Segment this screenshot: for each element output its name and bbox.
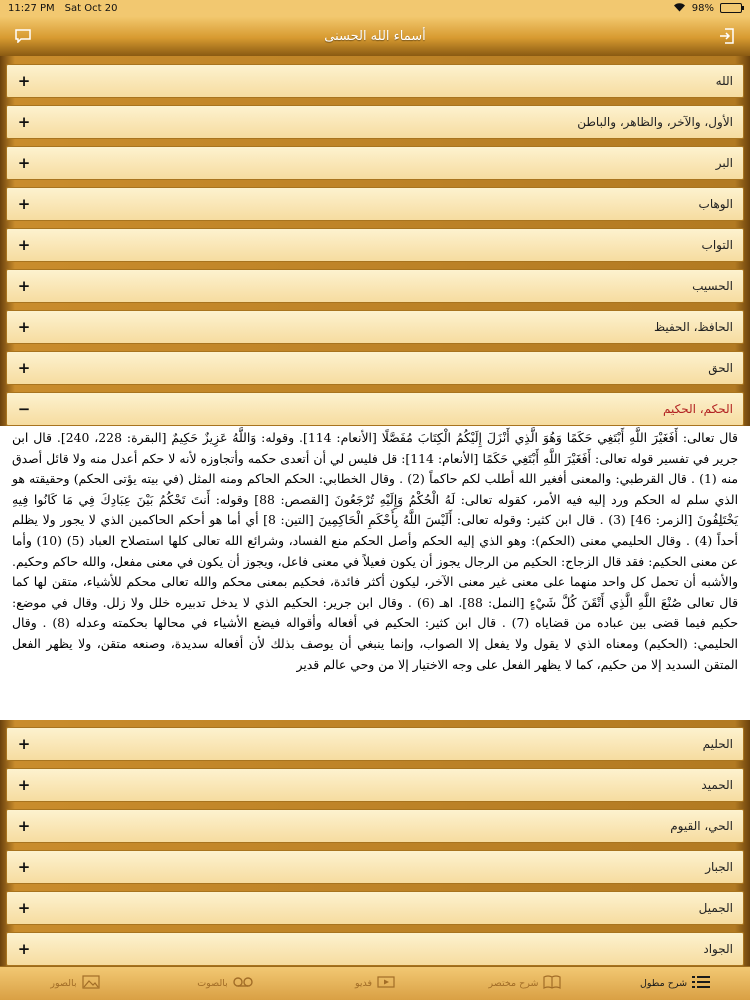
nav-bar [0,16,750,56]
list-item[interactable] [6,310,744,344]
image-icon [82,975,100,992]
tab-audio[interactable] [150,967,300,1000]
video-icon [377,975,395,992]
list-item-label: الجميل [698,901,733,915]
expand-icon[interactable]: + [17,113,31,131]
expand-icon[interactable]: + [17,899,31,917]
list-item-label: الحميد [701,778,733,792]
list-item-label: الحليم [702,737,733,751]
list-item[interactable] [6,105,744,139]
list-item[interactable] [6,809,744,843]
tab-label: شرح مختصر [488,978,539,989]
list-item-label: الحق [708,361,733,375]
list-item-label: الأول، والآخر، والظاهر، والباطن [577,115,733,129]
expand-icon[interactable]: + [17,318,31,336]
expand-icon[interactable]: + [17,277,31,295]
expand-icon[interactable]: + [17,236,31,254]
status-time: 11:27 PM [8,2,55,14]
share-icon[interactable] [716,26,738,46]
list-item-open[interactable] [6,392,744,426]
list-item-label: الحافظ، الحفيظ [653,320,733,334]
expand-icon[interactable]: + [17,154,31,172]
list-item[interactable] [6,64,744,98]
expand-icon[interactable]: + [17,817,31,835]
list-item[interactable] [6,228,744,262]
voicemail-icon [233,976,253,991]
tab-short-explanation[interactable] [450,967,600,1000]
comment-icon[interactable] [12,26,34,46]
battery-icon [720,3,742,13]
expand-icon[interactable]: + [17,359,31,377]
collapse-icon[interactable]: − [17,400,31,418]
explanation-text: قال تعالى: أَفَغَيْرَ اللَّهِ أَبْتَغِي حَكَمًا وَهُوَ الَّذِي أَنْزَلَ إِلَيْكُمُ الْكِتَابَ مُفَصَّلًا [الأنعام: 114]. وقوله: وَاللَّهُ عَزِيزٌ حَكِيمٌ [البقرة: 228، 240]. قال ابن جرير في تفسير قوله تعالى: أَفَغَيْرَ اللَّهِ أَبْتَغِي حَكَمًا [الأنعام: 114]: قل فليس لي أن أتعدى حكمه وأتجاوزه لأنه لا حكم أعدل منه ولا قائل أصدق منه (1) . قال القرطبي: والمعنى أفغير الله أطلب لكم حاكماً (2) . وقال الخطابي: الحكم الحاكم ومنه المثل (في بيته يؤتى الحكم) وحقيقته هو الذي سلم له الحكم ورد إليه فيه الأمر، كقوله تعالى: لَهُ الْحُكْمُ وَإِلَيْهِ تُرْجَعُونَ [القصص: 88] وقوله: أَنتَ تَحْكُمُ بَيْنَ عِبَادِكَ فِي مَا كَانُوا فِيهِ يَخْتَلِفُونَ [الزمر: 46] (3) . قال ابن كثير: وقوله تعالى: أَلَيْسَ اللَّهُ بِأَحْكَمِ الْحَاكِمِينَ [التين: 8] أي أما هو أحكم الحاكمين الذي لا يجور ولا يظلم أحداً (4) . وقال الحليمي معنى (الحكم): وهو الذي إليه الحكم وأصل الحكم منع الفساد، وشرائع الله تعالى كلها استصلاح العباد (5) (10) وأما عن معنى الحكيم: فقد قال الزجاج: الحكيم من الرجال يجوز أن يكون فعيلاً في معنى فاعل، ويجوز أن يكون في معنى مفعل، والله حاكم وحكيم. والأشبه أن تحمل كل واحد منهما على معنى غير معنى الآخر، ليكون أكثر فائدة، فحكيم بمعنى محكم والله تعالى محكم للأشياء، متقن لها كما قال تعالى صُنْعَ اللَّهِ الَّذِي أَتْقَنَ كُلَّ شَيْءٍ [النمل: 88]. اهـ (6) . وقال ابن جرير: الحكيم الذي لا يدخل تدبيره خلل ولا زلل. وقال في موضع: حكيم فيما قضى بين عباده من قضاياه (7) . قال ابن كثير: الحكيم في أفعاله وأقواله فيضع الأشياء في محالها بحكمته وعدله (8) . وقال الحليمي: (الحكيم) ومعناه الذي لا يقول ولا يفعل إلا الصواب، وإنما ينبغي أن يوصف بذلك لأن أفعاله سديدة، وصنعه متقن، ولا يظهر الفعل المتقن السديد إلا من حكيم، كما لا يظهر الفعل على وجه الاختيار إلا من وحي عالم قدير [0,426,750,720]
status-right [673,2,742,15]
list-item-label: الحي، القيوم [670,819,733,833]
wifi-icon [673,2,686,15]
page-title: أسماء الله الحسنى [324,28,426,44]
list-item-label: الحكم، الحكيم [662,402,733,416]
expand-icon[interactable]: + [17,858,31,876]
expand-icon[interactable]: + [17,195,31,213]
tab-label: بالصوت [197,978,228,989]
battery-percent: 98% [691,2,714,14]
list-item-label: الجواد [703,942,733,956]
tab-bar [0,966,750,1000]
list-item[interactable] [6,932,744,966]
list-item[interactable] [6,146,744,180]
list-item-label: التواب [701,238,733,252]
expand-icon[interactable]: + [17,776,31,794]
expand-icon[interactable]: + [17,72,31,90]
list-item-label: الله [715,74,733,88]
list-item[interactable] [6,187,744,221]
list-item-label: الجبار [705,860,733,874]
status-date: Sat Oct 20 [64,2,118,14]
expand-icon[interactable]: + [17,735,31,753]
list-item[interactable] [6,269,744,303]
tab-images[interactable] [0,967,150,1000]
tab-label: شرح مطول [639,978,688,989]
list-item[interactable] [6,850,744,884]
list-item-label: البر [715,156,733,170]
tab-label: بالصور [50,978,77,989]
status-bar [0,0,750,16]
expand-icon[interactable]: + [17,940,31,958]
list-item-label: الحسيب [692,279,733,293]
tab-video[interactable] [300,967,450,1000]
list-item-label: الوهاب [698,197,733,211]
tab-label: فديو [354,978,373,989]
list-icon [692,975,710,992]
list-item[interactable] [6,351,744,385]
book-icon [543,975,561,992]
list-item[interactable] [6,768,744,802]
list-item[interactable] [6,891,744,925]
tab-long-explanation[interactable] [600,967,750,1000]
list-item[interactable] [6,727,744,761]
names-list [0,56,750,966]
